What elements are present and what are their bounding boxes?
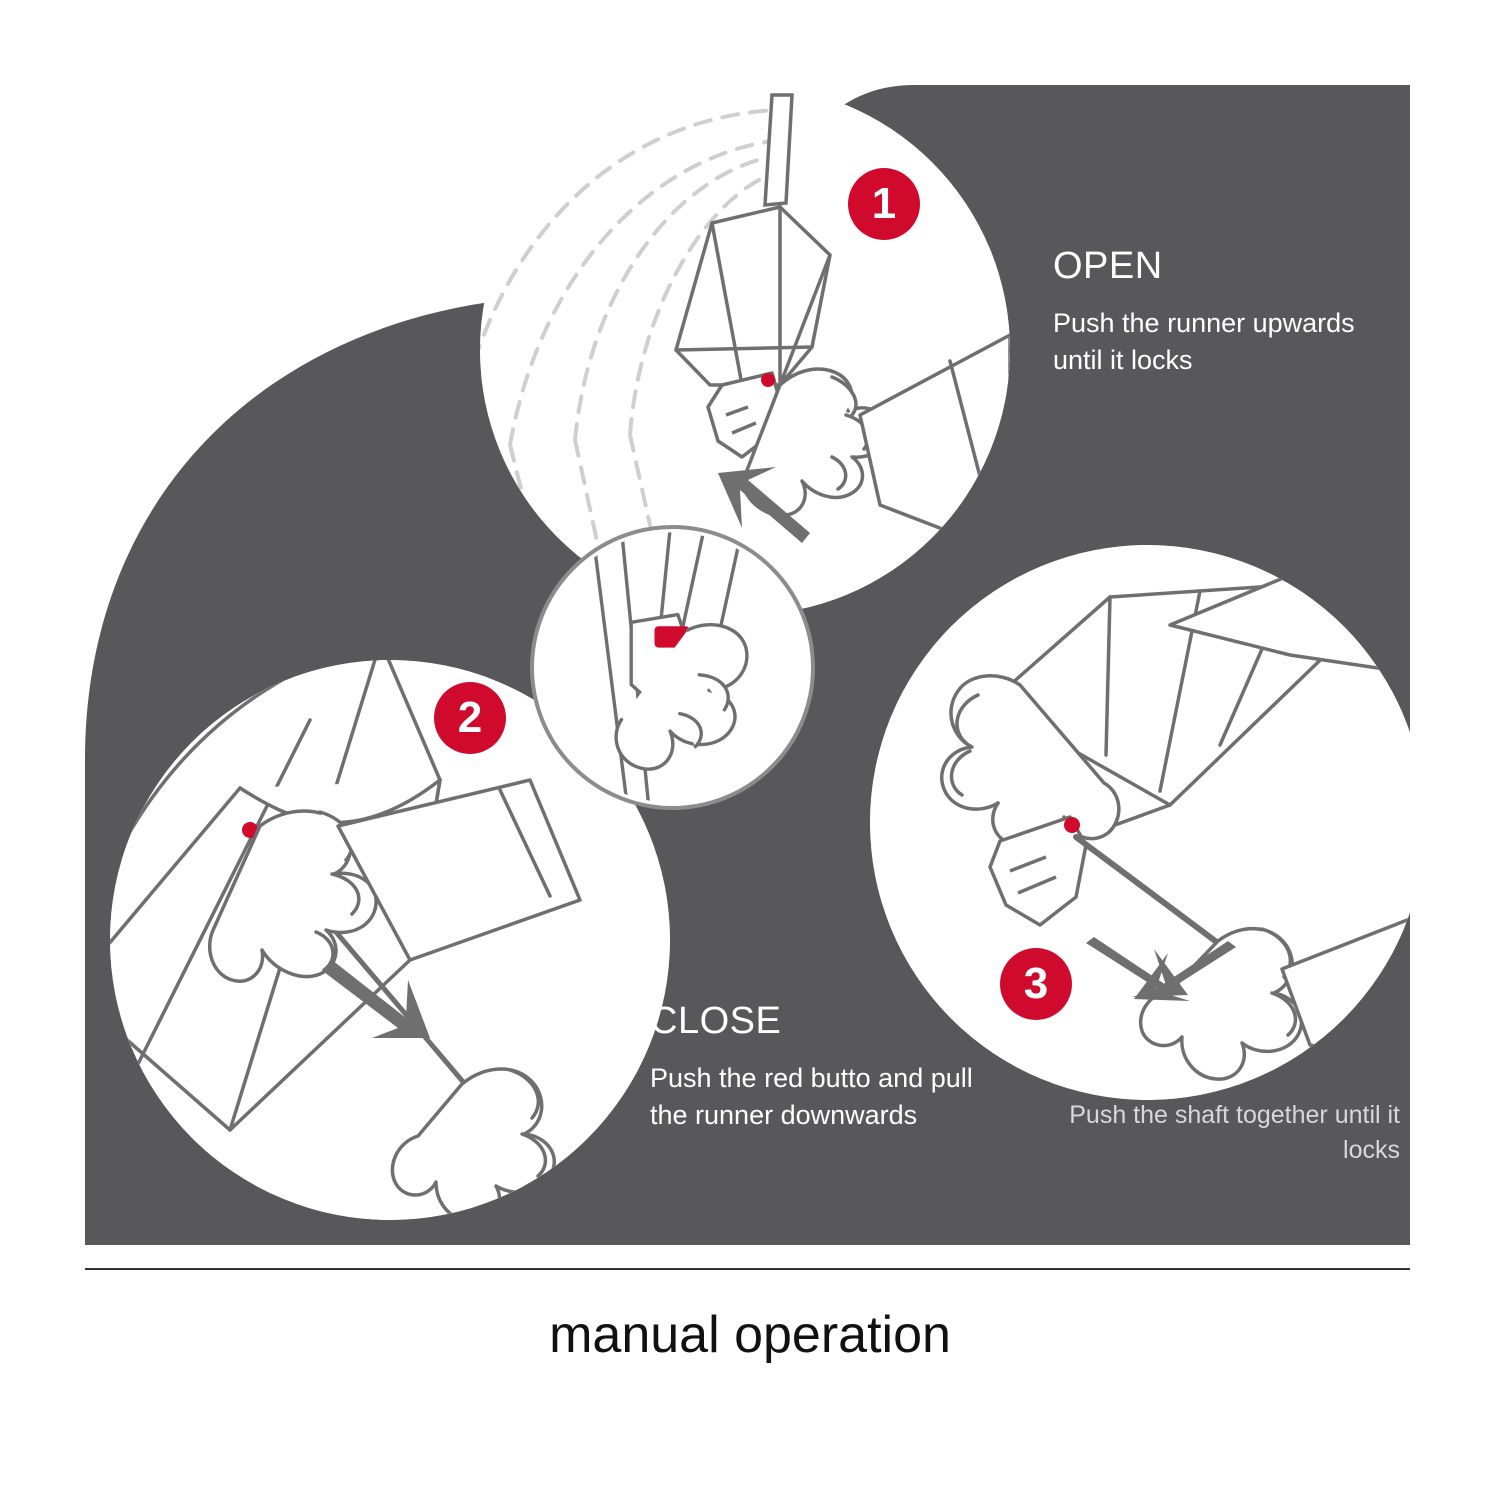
step-2-number: 2: [457, 693, 483, 742]
step-1-text-block: [1053, 245, 1383, 379]
step-3-body: Push the shaft together until it locks: [1069, 1101, 1400, 1164]
step-2-badge: [434, 682, 506, 754]
close-heading: CLOSE: [650, 1000, 782, 1042]
figure-caption: manual operation: [549, 1306, 951, 1364]
step-3-number: 3: [1023, 959, 1049, 1008]
close-body: Push the red butto and pull the runner downwards: [650, 1062, 973, 1130]
footer-divider: [85, 1268, 1410, 1270]
step-3-badge: [1000, 948, 1072, 1020]
open-body: Push the runner upwards until it locks: [1053, 307, 1355, 375]
step-1-badge: [848, 168, 920, 240]
red-button-marker-3: [1064, 817, 1080, 833]
red-button-detail-callout: [530, 525, 815, 810]
step-2-text-block: [650, 1000, 990, 1134]
step-1-number: 1: [871, 179, 897, 228]
step-3-text-block: [1020, 1098, 1400, 1167]
red-button-marker: [761, 373, 775, 387]
step-1-illustration: [480, 85, 1010, 615]
open-heading: OPEN: [1053, 245, 1163, 287]
